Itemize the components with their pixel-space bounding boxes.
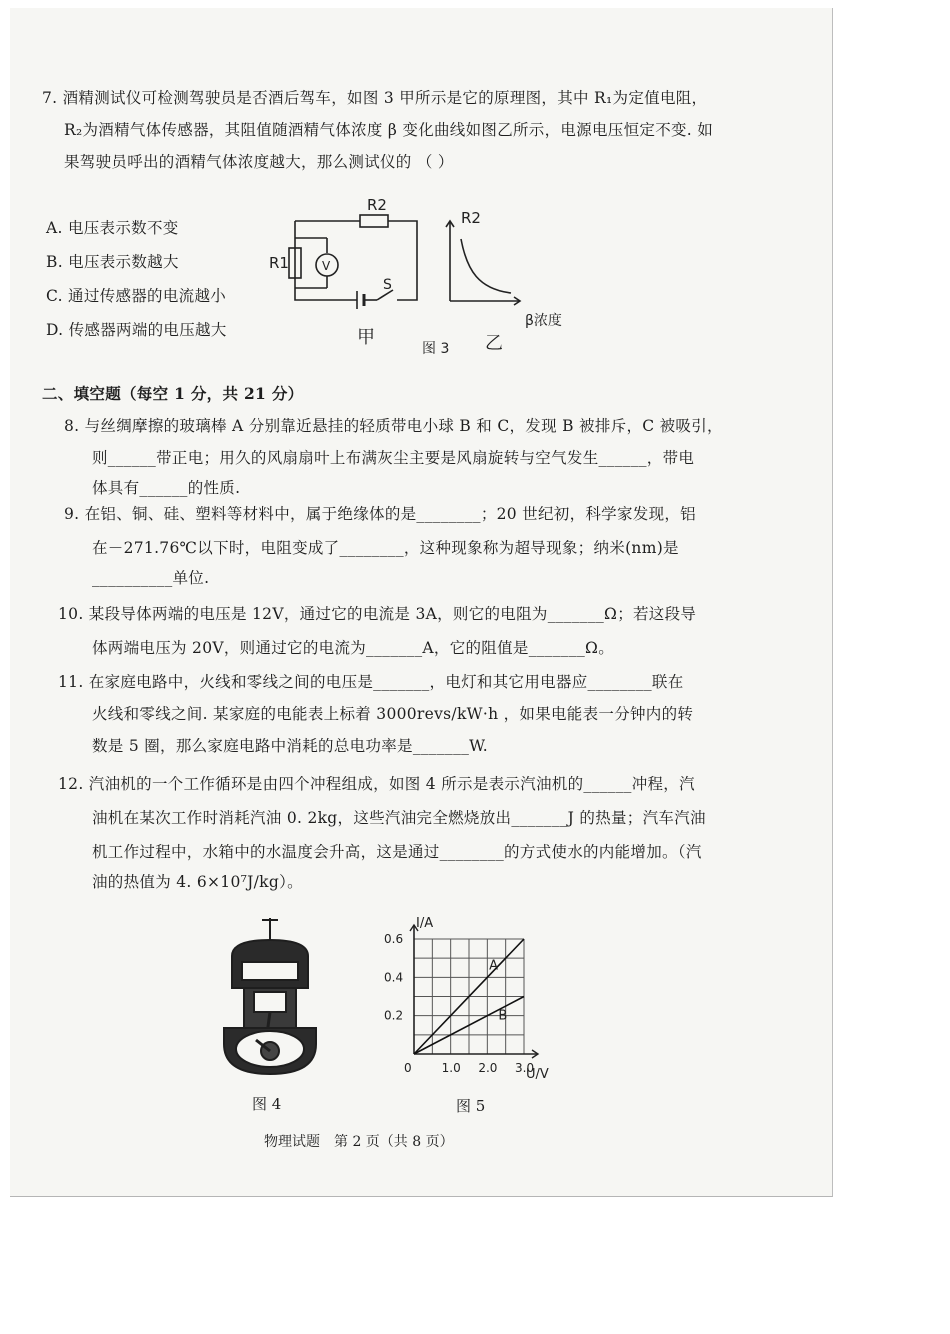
x-tick-label: 3.0	[515, 1061, 535, 1075]
x-tick-label: 2.0	[478, 1061, 498, 1075]
fig3-switch-label: S	[383, 277, 392, 293]
fig3-part-a: 甲	[357, 327, 375, 348]
y-tick-label: 0.2	[384, 1008, 404, 1023]
section-2-title: 二、填空题（每空 1 分，共 21 分）	[42, 384, 304, 403]
fig4-caption: 图 4	[252, 1095, 282, 1113]
fig3-caption: 图 3	[422, 341, 450, 357]
q7-line-2: R₂为酒精气体传感器，其阻值随酒精气体浓度 β 变化曲线如图乙所示，电源电压恒定不变. 如	[64, 121, 714, 139]
fig3-part-b: 乙	[485, 333, 503, 354]
q7-option-b: B. 电压表示数越大	[46, 253, 179, 271]
y-tick-label: 0.4	[384, 970, 404, 985]
y-axis-label: I/A	[416, 916, 434, 931]
q11-line-1: 11. 在家庭电路中，火线和零线之间的电压是_______，电灯和其它用电器应________联在	[58, 673, 684, 691]
y-tick-label: 0.6	[384, 932, 404, 946]
q12-line-3: 机工作过程中，水箱中的水温度会升高，这是通过________的方式使水的内能增加。（汽	[92, 843, 702, 861]
q8-line-3: 体具有______的性质.	[92, 479, 241, 497]
fig3-graph-y-label: R2	[461, 209, 481, 227]
q12-line-2: 油机在某次工作时消耗汽油 0. 2kg，这些汽油完全燃烧放出_______J 的热量；汽车汽油	[92, 809, 706, 827]
q10-line-1: 10. 某段导体两端的电压是 12V，通过它的电流是 3A，则它的电阻为_______Ω；若这段导	[58, 605, 697, 623]
fig3-r1-label: R1	[269, 254, 289, 272]
gasoline-engine-icon	[210, 916, 330, 1076]
q7-option-c: C. 通过传感器的电流越小	[46, 287, 227, 305]
q7-line-1: 7. 酒精测试仪可检测驾驶员是否酒后驾车，如图 3 甲所示是它的原理图，其中 R₁为定值电阻，	[42, 89, 708, 107]
fig3-graph-x-label: β浓度	[525, 313, 562, 329]
x-axis-label: U/V	[526, 1067, 549, 1079]
series-label-a: A	[489, 958, 499, 974]
q7-line-3: 果驾驶员呼出的酒精气体浓度越大，那么测试仪的 （ ）	[64, 153, 454, 171]
q11-line-3: 数是 5 圈，那么家庭电路中消耗的总电功率是_______W.	[92, 737, 488, 755]
exam-page	[10, 8, 833, 1197]
q12-line-4: 油的热值为 4. 6×10⁷J/kg）。	[92, 873, 303, 891]
q11-line-2: 火线和零线之间. 某家庭的电能表上标着 3000revs/kW·h ，如果电能表一分钟内的转	[92, 705, 694, 723]
series-label-b: B	[498, 1008, 508, 1024]
fig5-chart	[360, 914, 560, 1079]
figure-3	[265, 193, 585, 363]
voltmeter-icon: V	[322, 259, 331, 273]
origin-label: 0	[404, 1061, 412, 1075]
q10-line-2: 体两端电压为 20V，则通过它的电流为_______A，它的阻值是_______Ω。	[92, 639, 614, 657]
x-tick-label: 1.0	[441, 1061, 461, 1075]
fig5-caption: 图 5	[456, 1097, 486, 1115]
q9-line-1: 9. 在铝、铜、硅、塑料等材料中，属于绝缘体的是________；20 世纪初，科学家发现，铝	[64, 505, 696, 523]
q8-line-1: 8. 与丝绸摩擦的玻璃棒 A 分别靠近悬挂的轻质带电小球 B 和 C，发现 B 被排斥，C 被吸引，	[64, 417, 723, 435]
q7-option-a: A. 电压表示数不变	[46, 219, 179, 237]
q9-line-2: 在－271.76℃以下时，电阻变成了________，这种现象称为超导现象；纳米(nm)是	[92, 539, 679, 557]
fig3-r2-label: R2	[367, 196, 387, 214]
q12-line-1: 12. 汽油机的一个工作循环是由四个冲程组成，如图 4 所示是表示汽油机的______冲程，汽	[58, 775, 695, 793]
page-footer: 物理试题 第 2 页（共 8 页）	[264, 1134, 454, 1150]
q8-line-2: 则______带正电；用久的风扇扇叶上布满灰尘主要是风扇旋转与空气发生______，带电	[92, 449, 695, 467]
q9-line-3: __________单位.	[92, 569, 210, 587]
q7-option-d: D. 传感器两端的电压越大	[46, 321, 227, 339]
